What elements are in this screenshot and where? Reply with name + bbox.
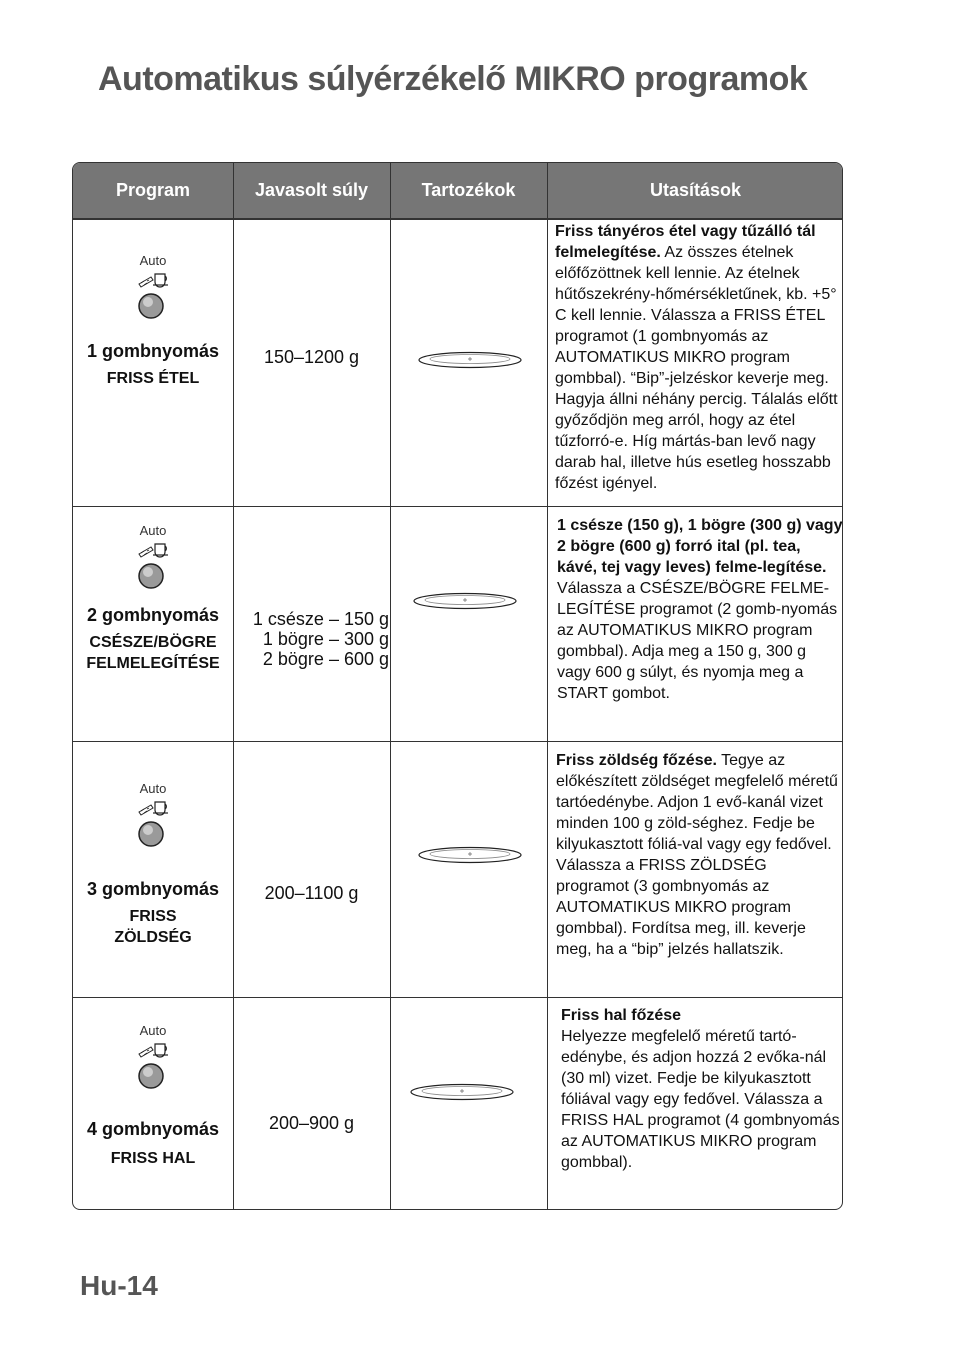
weight-option: 2 bögre – 600 g [262,649,389,669]
column-divider [547,163,548,1210]
table-header [73,163,842,220]
program-cell-2 [73,523,233,674]
turntable-plate-icon [413,592,517,610]
auto-program-knob-icon [133,270,173,326]
instructions-text: Tegye az előkészített zöldséget megfelelő méretű tartóedénybe. Adjon 1 evő-kanál vizet minden 100 g zöld-séghez. Fedje be kilyukasztott fóliá-val vagy egy fedővel. Válassza a FRISS ZÖLDSÉG programot (3 gombnyomás az AUTOMATIKUS MIKRO program gombbal). Fordítsa meg, ill. keverje meg, ha a “bip” jelzés hallatszik. [556,752,838,958]
presses-label: 3 gombnyomás [86,879,220,899]
turntable-plate-icon [418,351,522,369]
header-weight: Javasolt súly [254,180,369,200]
page-number: Hu-14 [80,1270,158,1301]
auto-label: Auto [139,1023,167,1038]
program-cell-3 [73,781,233,948]
presses-label: 2 gombnyomás [86,605,220,625]
header-instructions: Utasítások [649,180,742,200]
program-name: CSÉSZE/BÖGRE FELMELEGÍTÉSE [86,634,220,672]
presses-label: 4 gombnyomás [86,1119,220,1139]
instructions-heading: Friss zöldség főzése. [556,752,717,769]
auto-label: Auto [139,781,167,796]
weight-cell-4: 200–900 g [268,1113,355,1133]
page-title: Automatikus súlyérzékelő MIKRO programok [98,60,808,98]
row-divider [73,506,842,507]
instructions-cell-4 [561,1005,841,1173]
instructions-heading: 1 csésze (150 g), 1 bögre (300 g) vagy 2 bögre (600 g) forró ital (pl. tea, kávé, tej vagy leves) felme-legítése. [557,517,843,576]
auto-label: Auto [139,523,167,538]
instructions-heading: Friss tányéros étel vagy tűzálló tál felmelegítése. [555,223,816,261]
column-divider [390,163,391,1210]
instructions-text: Helyezze megfelelő méretű tartó-edénybe, és adjon hozzá 2 evőka-nál (30 ml) vizet. Fedje be kilyukasztott fóliával vagy egy fedővel. Válassza a FRISS HAL programot (4 gombnyomás az AUTOMATIKUS MIKRO program gombbal). [561,1028,840,1171]
turntable-plate-icon [410,1083,514,1101]
weight-option: 1 csésze – 150 g [252,609,389,629]
instructions-cell-2 [557,515,843,704]
row-divider [73,997,842,998]
program-name: FRISS ÉTEL [106,370,200,387]
weight-cell-3: 200–1100 g [264,883,359,903]
auto-program-knob-icon [133,1040,173,1096]
header-accessories: Tartozékok [421,180,516,200]
auto-label: Auto [139,253,167,268]
instructions-text: Az összes ételnek előfőzöttnek kell lennie. Az ételnek hűtőszekrény-hőmérsékletűnek, kb. +5° C kell lennie. Válassza a FRISS ÉTEL programot (1 gombnyomás az AUTOMATIKUS MIKRO program gombbal). “Bip”-jelzéskor keverje meg. Hagyja állni néhány percig. Tálalás előtt győződjön meg arról, hogy az étel tűzforró-e. Híg mártás-ban levő nagy darab hal, illetve hús esetleg hosszabb főzést igényel. [555,244,838,492]
weight-option: 1 bögre – 300 g [262,629,389,649]
instructions-cell-1 [555,221,842,494]
instructions-text: Válassza a CSÉSZE/BÖGRE FELME-LEGÍTÉSE programot (2 gomb-nyomás az AUTOMATIKUS MIKRO program gombbal). Adja meg a 150 g, 300 g vagy 600 g súlyt, és nyomja meg a START gombot. [557,580,838,702]
program-cell-4 [73,1023,233,1169]
instructions-heading: Friss hal főzése [561,1007,682,1024]
presses-label: 1 gombnyomás [86,341,220,361]
weight-cell-1: 150–1200 g [263,347,360,367]
program-cell-1 [73,253,233,389]
row-divider [73,741,842,742]
program-name: FRISS ZÖLDSÉG [114,908,192,946]
program-name: FRISS HAL [110,1150,196,1167]
weight-cell-2 [233,609,389,669]
instructions-cell-3 [556,750,843,960]
program-table [72,162,843,1210]
auto-program-knob-icon [133,540,173,596]
column-divider [233,163,234,1210]
header-program: Program [115,180,191,200]
turntable-plate-icon [418,846,522,864]
auto-program-knob-icon [133,798,173,854]
